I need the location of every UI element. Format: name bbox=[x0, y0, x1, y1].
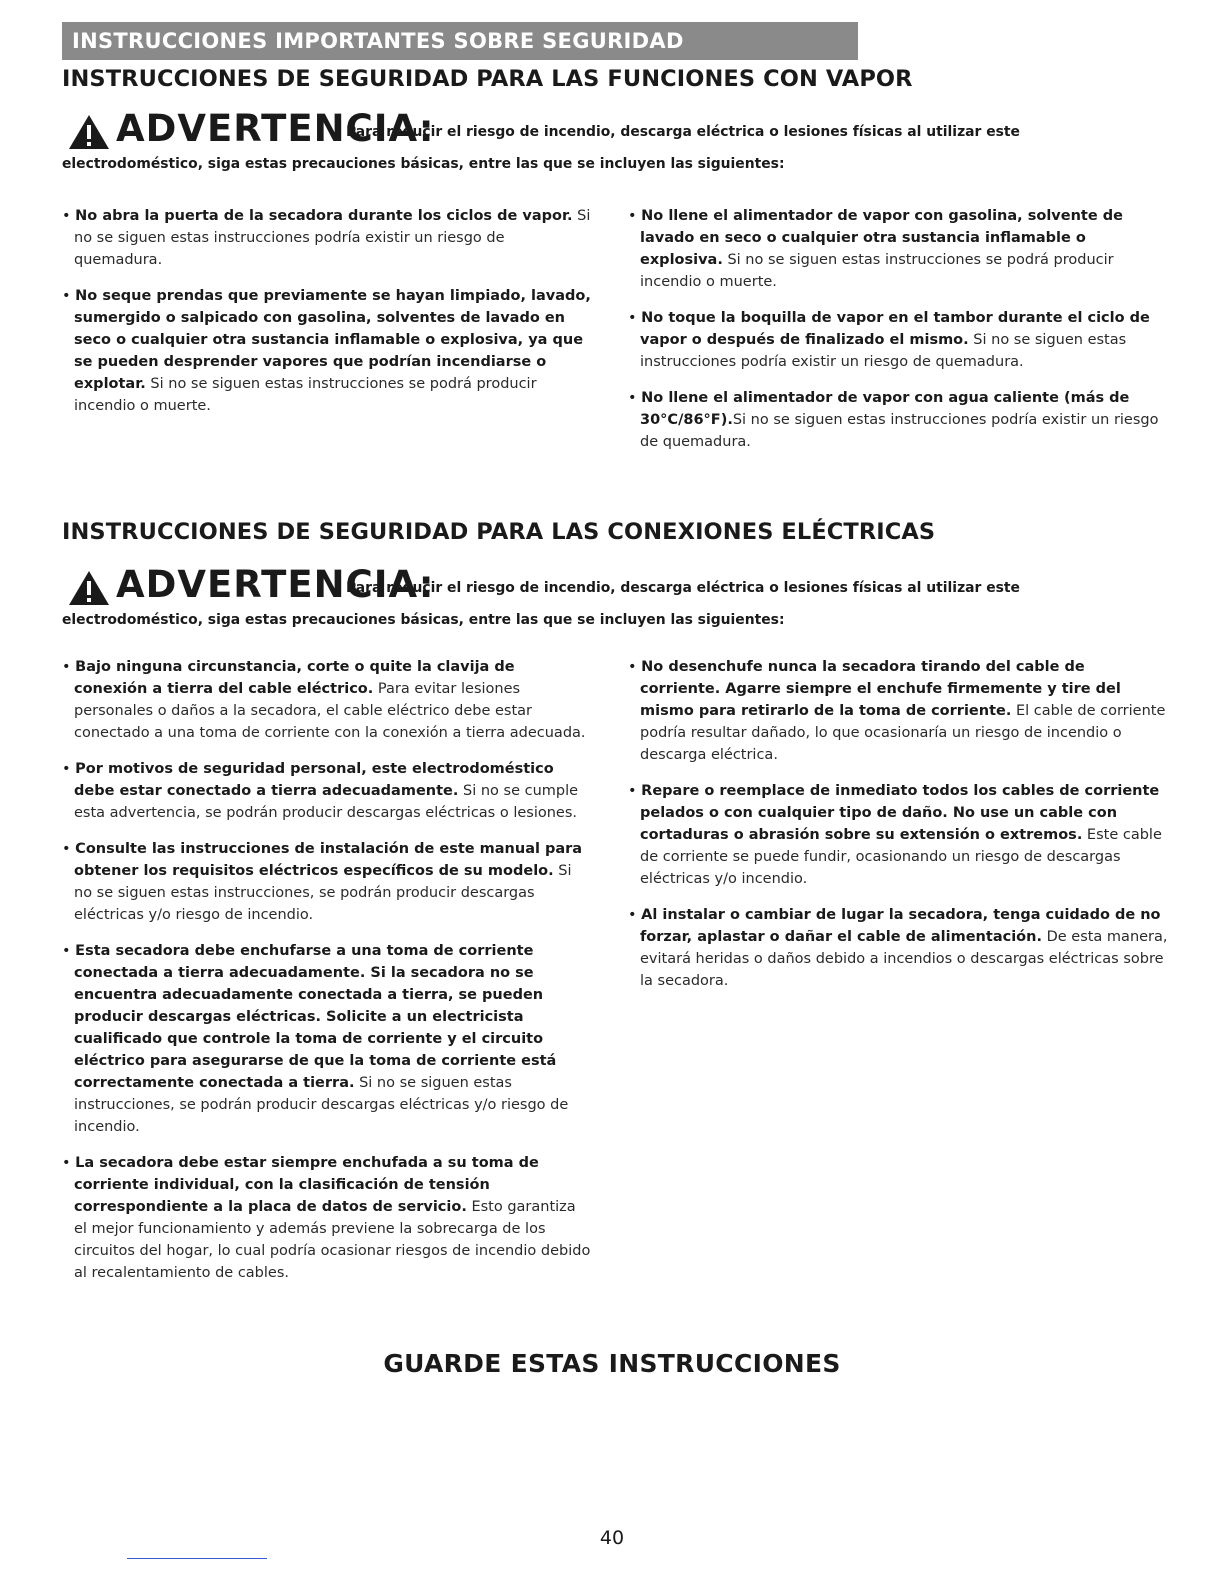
list-item: • Bajo ninguna circunstancia, corte o quite la clavija de conexión a tierra del cable eléctrico. Para evitar lesiones personales o daños a la secadora, el cable eléctrico debe estar conectado a una toma de corriente con la conexión a tierra adecuada. bbox=[62, 659, 586, 741]
save-instructions-title: GUARDE ESTAS INSTRUCCIONES bbox=[383, 1349, 841, 1378]
electrical-right-column bbox=[628, 656, 1168, 1006]
warning-lead: Para reducir el riesgo de incendio, descarga eléctrica o lesiones físicas al utilizar este bbox=[346, 124, 1020, 140]
page-number: 40 bbox=[599, 1527, 625, 1549]
warning-word: ADVERTENCIA: bbox=[116, 107, 435, 150]
list-item: • Por motivos de seguridad personal, este electrodoméstico debe estar conectado a tierra adecuadamente. Si no se cumple esta advertencia, se podrán producir descargas eléctricas o lesiones. bbox=[62, 761, 579, 821]
section-banner: INSTRUCCIONES IMPORTANTES SOBRE SEGURIDAD bbox=[62, 22, 858, 60]
list-item: • No seque prendas que previamente se hayan limpiado, lavado, sumergido o salpicado con gasolina, solventes de lavado en seco o cualquier otra sustancia inflamable o explosiva, ya que se pueden desprender vapores que podrían incendiarse o explotar. Si no se siguen estas instrucciones se podrá producir incendio o muerte. bbox=[62, 288, 591, 414]
electrical-safety-title: INSTRUCCIONES DE SEGURIDAD PARA LAS CONEXIONES ELÉCTRICAS bbox=[62, 519, 936, 545]
list-item: • Consulte las instrucciones de instalación de este manual para obtener los requisitos eléctricos específicos de su modelo. Si no se siguen estas instrucciones, se podrán producir descargas eléctricas y/o riesgo de incendio. bbox=[62, 841, 583, 923]
list-item: • No abra la puerta de la secadora durante los ciclos de vapor. Si no se siguen estas instrucciones podría existir un riesgo de quemadura. bbox=[62, 208, 591, 268]
footer-rule bbox=[127, 1558, 267, 1559]
list-item: • Al instalar o cambiar de lugar la secadora, tenga cuidado de no forzar, aplastar o dañar el cable de alimentación. De esta manera, evitará heridas o daños debido a incendios o descargas eléctricas sobre la secadora. bbox=[628, 907, 1168, 989]
electrical-left-column bbox=[62, 656, 592, 1298]
list-item: • No llene el alimentador de vapor con agua caliente (más de 30°C/86°F).Si no se siguen estas instrucciones podría existir un riesgo de quemadura. bbox=[628, 390, 1159, 450]
steam-left-column bbox=[62, 205, 592, 431]
list-item: • Repare o reemplace de inmediato todos los cables de corriente pelados o con cualquier tipo de daño. No use un cable con cortaduras o abrasión sobre su extensión o extremos. Este cable de corriente se puede fundir, ocasionando un riesgo de descargas eléctricas y/o incendio. bbox=[628, 783, 1162, 887]
steam-right-column bbox=[628, 205, 1168, 467]
list-item: • Esta secadora debe enchufarse a una toma de corriente conectada a tierra adecuadamente. Si la secadora no se encuentra adecuadamente conectada a tierra, se pueden producir descargas eléctricas. Solicite a un electricista cualificado que controle la toma de corriente y el circuito eléctrico para asegurarse de que la toma de corriente está correctamente conectada a tierra. Si no se siguen estas instrucciones, se podrán producir descargas eléctricas y/o riesgo de incendio. bbox=[62, 943, 569, 1135]
warning-block-electrical bbox=[62, 562, 1162, 630]
warning-triangle-icon bbox=[68, 114, 110, 150]
warning-block-steam bbox=[62, 106, 1162, 174]
list-item: • No toque la boquilla de vapor en el tambor durante el ciclo de vapor o después de finalizado el mismo. Si no se siguen estas instrucciones podría existir un riesgo de quemadura. bbox=[628, 310, 1150, 370]
list-item: • La secadora debe estar siempre enchufada a su toma de corriente individual, con la clasificación de tensión correspondiente a la placa de datos de servicio. Esto garantiza el mejor funcionamiento y además previene la sobrecarga de los circuitos del hogar, lo cual podría ocasionar riesgos de incendio debido al recalentamiento de cables. bbox=[62, 1155, 591, 1281]
warning-continuation: electrodoméstico, siga estas precauciones básicas, entre las que se incluyen las siguientes: bbox=[62, 612, 785, 628]
warning-triangle-icon bbox=[68, 570, 110, 606]
warning-continuation: electrodoméstico, siga estas precauciones básicas, entre las que se incluyen las siguientes: bbox=[62, 156, 785, 172]
steam-safety-title: INSTRUCCIONES DE SEGURIDAD PARA LAS FUNCIONES CON VAPOR bbox=[62, 66, 913, 92]
list-item: • No llene el alimentador de vapor con gasolina, solvente de lavado en seco o cualquier otra sustancia inflamable o explosiva. Si no se siguen estas instrucciones se podrá producir incendio o muerte. bbox=[628, 208, 1123, 290]
warning-word: ADVERTENCIA: bbox=[116, 563, 435, 606]
list-item: • No desenchufe nunca la secadora tirando del cable de corriente. Agarre siempre el enchufe firmemente y tire del mismo para retirarlo de la toma de corriente. El cable de corriente podría resultar dañado, lo que ocasionaría un riesgo de incendio o descarga eléctrica. bbox=[628, 659, 1166, 763]
warning-lead: Para reducir el riesgo de incendio, descarga eléctrica o lesiones físicas al utilizar este bbox=[346, 580, 1020, 596]
